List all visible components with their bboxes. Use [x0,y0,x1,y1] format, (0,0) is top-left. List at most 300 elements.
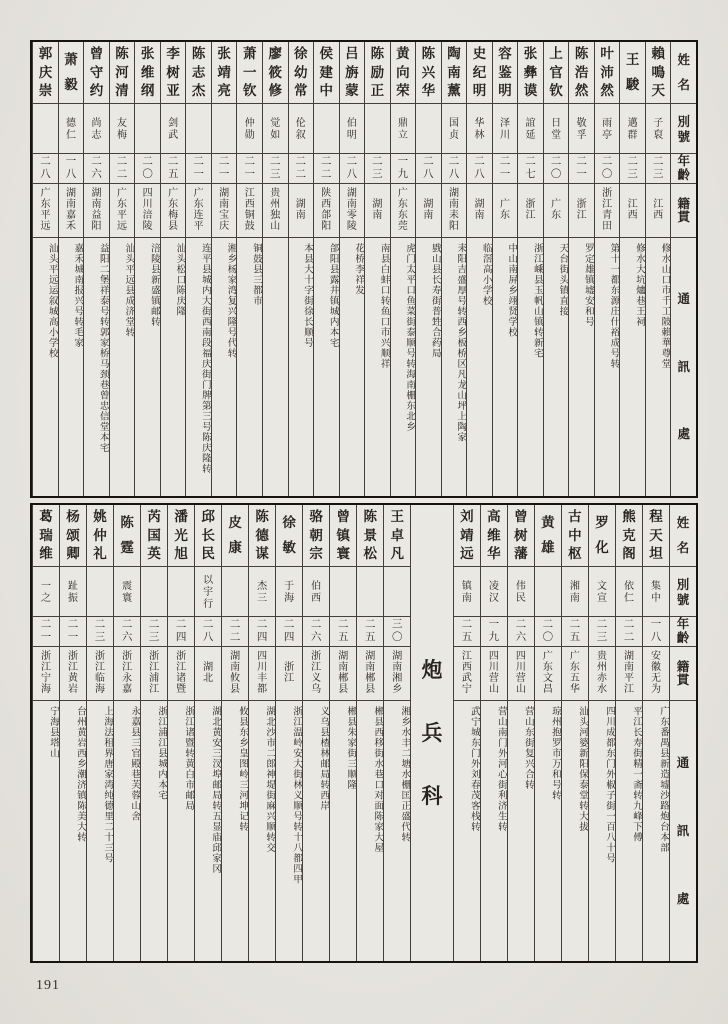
native-place-cell: 湖 南 平 江 [616,647,642,701]
age-cell: 二 四 [168,617,194,647]
address-cell: 中山南屏乡翊贤学校 [506,243,517,338]
native-place-cell: 江 西 铜 鼓 [237,184,262,238]
native-place-cell: 浙 江 诸 暨 [168,647,194,701]
age-cell: 二 四 [249,617,275,647]
name-cell: 叶 沛 然 [595,42,620,104]
person-column [645,42,671,496]
address-cell: 湖北沙市二郎神堤街麻兴顺转交 [264,706,275,853]
name-cell: 曾 守 约 [84,42,109,104]
name-cell: 史 纪 明 [467,42,492,104]
address-cell: 汕头松口陈庆隆 [174,243,185,317]
name-cell: 陈 德 谋 [249,505,275,567]
section-divider-label: 炮 兵 科 [421,657,443,808]
address-cell: 罗定雄镇墟安和号 [582,243,593,327]
alias-cell: 以 宇 行 [195,567,221,617]
native-place-cell: 湖 南 嘉 禾 [59,184,84,238]
alias-cell [416,104,441,154]
name-cell: 葛 瑞 维 [33,505,59,567]
alias-cell [314,104,339,154]
address-cell: 营山南门外河心街利济生转 [495,706,506,832]
native-place-cell: 四 川 丰 都 [249,647,275,701]
age-cell: 一 九 [481,617,507,647]
header-address-label: 通 訊 處 [677,292,690,442]
person-column [390,42,416,496]
alias-cell: 伯 西 [303,567,329,617]
person-column [160,42,186,496]
name-cell: 潘 光 旭 [168,505,194,567]
native-place-cell: 湖 南 零 陵 [340,184,365,238]
person-column [594,42,620,496]
address-cell: 汕头平远县成济堂转 [123,243,134,338]
native-place-cell: 湖 南 [416,184,441,238]
alias-cell: 德 仁 [59,104,84,154]
person-column [453,505,480,961]
header-native-label: 籍 貫 [671,184,696,238]
age-cell: 二 五 [357,617,383,647]
person-column [185,42,211,496]
alias-cell [135,104,160,154]
roster-frame [30,40,698,963]
name-cell: 张 彝 谟 [518,42,543,104]
address-cell: 攸县东乡皇图岭三河坤记转 [237,706,248,832]
person-column [466,42,492,496]
address-cell: 浙江温岭安大街林义顺号转十八都四甲 [291,706,302,885]
address-cell: 临滘高小学校 [480,243,491,306]
native-place-cell: 湖 南 [289,184,314,238]
address-cell: 连平县城内大街西南段福庆街门牌第三号陈庆隆转 [199,243,210,474]
address-cell [263,238,288,496]
age-cell: 二 二 [222,617,248,647]
person-column [480,505,507,961]
alias-cell: 镇 南 [454,567,480,617]
alias-cell: 伦 叙 [289,104,314,154]
person-column [329,505,356,961]
address-cell: 郃阳县露井镇城内本宅 [327,243,338,348]
alias-cell: 趾 振 [60,567,86,617]
alias-cell [535,567,561,617]
name-cell: 陈 河 清 [110,42,135,104]
age-cell: 二 六 [84,154,109,184]
age-cell: 二 八 [340,154,365,184]
name-cell: 曾 树 藩 [508,505,534,567]
age-cell: 二 〇 [535,617,561,647]
alias-cell: 雨 亭 [595,104,620,154]
native-place-cell: 浙 江 青 田 [595,184,620,238]
name-cell: 容 鉴 明 [493,42,518,104]
roster-table-bottom [30,503,698,963]
age-cell: 一 九 [391,154,416,184]
age-cell: 二 八 [442,154,467,184]
person-column [236,42,262,496]
alias-cell: 一 之 [33,567,59,617]
name-cell: 徐 幼 常 [289,42,314,104]
alias-cell: 集 中 [643,567,669,617]
alias-cell [357,567,383,617]
age-cell: 二 一 [569,154,594,184]
person-column [221,505,248,961]
person-column [415,42,441,496]
header-address-label: 通 訊 處 [676,755,690,906]
address-cell: 虎门太平口鱼菜街泰顺号转海南栅东北乡 [404,243,415,432]
person-column [113,505,140,961]
age-cell: 二 四 [276,617,302,647]
native-place-cell: 广 东 连 平 [186,184,211,238]
person-column [211,42,237,496]
person-column [619,42,645,496]
name-cell: 王 卓 凡 [384,505,410,567]
name-cell: 陈 浩 然 [569,42,594,104]
person-column [534,505,561,961]
alias-cell: 文 宣 [589,567,615,617]
address-cell: 花桥李祥发 [353,243,364,296]
alias-cell [186,104,211,154]
age-cell: 二 一 [212,154,237,184]
native-place-cell: 湖 南 [467,184,492,238]
header-name-label: 姓 名 [671,42,696,104]
name-cell: 黄 向 荣 [391,42,416,104]
alias-cell: 于 海 [276,567,302,617]
person-column [86,505,113,961]
person-column [59,505,86,961]
person-column [517,42,543,496]
page-number: 191 [36,978,60,993]
age-cell: 二 三 [141,617,167,647]
address-cell: 耒阳吉盛厚号转西乡板桥区凡龙山坪上陶家 [455,243,466,443]
age-cell: 二 八 [416,154,441,184]
alias-cell: 鼎 立 [391,104,416,154]
name-cell: 杨 颂 卿 [60,505,86,567]
address-cell: 涪陵县新盛镇邮转 [148,243,159,327]
name-cell: 张 靖 亮 [212,42,237,104]
name-cell: 邱 长 民 [195,505,221,567]
alias-cell: 湘 南 [562,567,588,617]
address-cell: 浙江诸暨转黄白市邮局 [183,706,194,811]
person-column [642,505,669,961]
person-column [568,42,594,496]
alias-cell: 震 寰 [114,567,140,617]
age-cell: 二 一 [60,617,86,647]
address-cell: 湘乡杨家湾复兴隆号代转 [225,243,236,359]
name-cell: 李 树 亚 [161,42,186,104]
address-cell: 平江长寿街精一斋转九峰下傅 [630,706,641,843]
person-column [83,42,109,496]
name-cell: 陈 励 正 [365,42,390,104]
person-column [313,42,339,496]
name-cell: 熊 克 阁 [616,505,642,567]
native-place-cell: 广 东 平 远 [110,184,135,238]
person-column [109,42,135,496]
address-cell: 天台街头镇直接 [557,243,568,317]
alias-cell [384,567,410,617]
native-place-cell: 湖 南 郴 县 [357,647,383,701]
age-cell: 二 一 [33,617,59,647]
age-cell: 三 〇 [384,617,410,647]
address-cell: 修水山口市千工陂賴華尊堂 [659,243,670,369]
alias-cell: 尚 志 [84,104,109,154]
native-place-cell: 湖 南 益 阳 [84,184,109,238]
name-cell: 陈 志 杰 [186,42,211,104]
section-divider-artillery [410,505,453,961]
address-cell: 浙江嵊县玉帆山镇转新宅 [531,243,542,359]
address-cell: 湘乡水丰二塘水栅匡正盛代转 [399,706,410,843]
name-cell: 黄 雄 [535,505,561,567]
alias-cell: 仲 勋 [237,104,262,154]
name-cell: 萧 一 钦 [237,42,262,104]
address-cell: 铜鼓县三都市 [250,243,261,306]
alias-cell: 觉 如 [263,104,288,154]
address-cell: 修水大坑爐巷王祠 [633,243,644,327]
header-age-label: 年 齡 [670,617,696,647]
alias-cell: 杰 三 [249,567,275,617]
native-place-cell: 湖 南 攸 县 [222,647,248,701]
native-place-cell: 陕 西 郃 阳 [314,184,339,238]
address-cell: 宁海县塔山 [48,706,59,759]
age-cell: 一 八 [59,154,84,184]
native-place-cell: 贵 州 独 山 [263,184,288,238]
age-cell: 二 六 [508,617,534,647]
person-column [58,42,84,496]
address-cell: 永嘉县三官殿巷芙蓉山舍 [129,706,140,822]
age-cell: 二 一 [493,154,518,184]
name-cell: 程 天 坦 [643,505,669,567]
name-cell: 骆 朝 宗 [303,505,329,567]
age-cell: 二 八 [195,617,221,647]
alias-cell: 国 贞 [442,104,467,154]
header-alias-label: 別 號 [671,104,696,154]
native-place-cell: 广 东 五 华 [562,647,588,701]
native-place-cell: 浙 江 临 海 [87,647,113,701]
age-cell: 二 三 [620,154,645,184]
roster-table-top [30,40,698,498]
native-place-cell: 浙 江 [518,184,543,238]
address-cell: 益阳二堡祥泰号转郭家桥马颈巷曾忠信堂本宅 [97,243,108,453]
person-column [383,505,410,961]
age-cell: 二 五 [454,617,480,647]
native-place-cell: 广 东 文 昌 [535,647,561,701]
native-place-cell: 江 西 [646,184,671,238]
age-cell: 二 五 [562,617,588,647]
age-cell: 二 六 [303,617,329,647]
age-cell: 二 八 [467,154,492,184]
native-place-cell: 浙 江 黄 岩 [60,647,86,701]
person-column [615,505,642,961]
native-place-cell: 湖 南 宝 庆 [212,184,237,238]
name-cell: 徐 敏 [276,505,302,567]
name-cell: 陶 南 薰 [442,42,467,104]
native-place-cell: 广 东 东 莞 [391,184,416,238]
alias-cell: 华 林 [467,104,492,154]
person-column [561,505,588,961]
age-cell: 二 二 [616,617,642,647]
name-cell: 吕 旃 蒙 [340,42,365,104]
age-cell: 二 五 [330,617,356,647]
native-place-cell: 浙 江 [569,184,594,238]
native-place-cell: 江 西 [620,184,645,238]
native-place-cell: 浙 江 [276,647,302,701]
alias-cell: 日 堂 [544,104,569,154]
address-cell: 南县白蚌口转鱼口市兴顺祥 [378,243,389,369]
age-cell: 二 七 [518,154,543,184]
address-cell: 汕头平远运叙城高小学校 [46,243,57,359]
person-column [248,505,275,961]
alias-cell: 凌 汉 [481,567,507,617]
person-column [134,42,160,496]
alias-cell [212,104,237,154]
address-cell: 郴县朱家街三顺隆 [345,706,356,790]
age-cell: 一 八 [643,617,669,647]
alias-cell [330,567,356,617]
address-cell: 四川成都东门外椒子街一百八十号 [603,706,614,864]
address-cell: 上海法租界唐家湾纯德里二十三号 [102,706,113,864]
age-cell: 二 二 [314,154,339,184]
person-column [32,505,59,961]
address-cell: 广东番禺县新造墟沙路炮台本部 [657,706,668,853]
age-cell: 二 三 [589,617,615,647]
native-place-cell: 湖 南 郴 县 [330,647,356,701]
age-cell: 二 一 [186,154,211,184]
age-cell: 二 二 [289,154,314,184]
address-cell: 戥山县长寿街普甡合药局 [429,243,440,359]
name-cell: 郭 庆 崇 [33,42,58,104]
name-cell: 上 官 钦 [544,42,569,104]
person-column [441,42,467,496]
alias-cell: 子 裒 [646,104,671,154]
native-place-cell: 四 川 营 山 [481,647,507,701]
name-cell: 高 维 华 [481,505,507,567]
person-column [262,42,288,496]
native-place-cell: 安 徽 无 为 [643,647,669,701]
age-cell: 二 三 [87,617,113,647]
person-column [275,505,302,961]
header-column [670,42,696,496]
alias-cell: 伯 明 [340,104,365,154]
address-cell: 台州黄岩西乡潮济镇陈美大转 [75,706,86,843]
alias-cell: 友 梅 [110,104,135,154]
person-column [356,505,383,961]
age-cell: 二 三 [365,154,390,184]
native-place-cell: 湖 南 [365,184,390,238]
name-cell: 皮 康 [222,505,248,567]
address-cell: 本县大十字街徐长顺号 [302,243,313,348]
native-place-cell: 江 西 武 宁 [454,647,480,701]
age-cell: 二 二 [110,154,135,184]
person-column [339,42,365,496]
alias-cell [141,567,167,617]
name-cell: 张 维 纲 [135,42,160,104]
native-place-cell: 浙 江 宁 海 [33,647,59,701]
alias-cell [365,104,390,154]
person-column [32,42,58,496]
native-place-cell: 浙 江 永 嘉 [114,647,140,701]
address-cell: 义乌县楂林邮局转西岸 [318,706,329,811]
age-cell: 二 六 [114,617,140,647]
address-cell: 湖北黄安三汊埠邮局转五显庙邱家冈 [210,706,221,874]
alias-cell: 伟 民 [508,567,534,617]
header-name-label: 姓 名 [670,505,696,567]
native-place-cell: 湖 南 耒 阳 [442,184,467,238]
name-cell: 陈 景 松 [357,505,383,567]
name-cell: 陈 霆 [114,505,140,567]
name-cell: 王 駿 [620,42,645,104]
name-cell: 曾 镇 寰 [330,505,356,567]
name-cell: 芮 国 英 [141,505,167,567]
native-place-cell: 浙 江 浦 江 [141,647,167,701]
address-cell: 营山东街复兴合转 [522,706,533,790]
name-cell: 侯 建 中 [314,42,339,104]
person-column [302,505,329,961]
address-cell: 郴县西移街水巷口对面陈家大屋 [372,706,383,853]
person-column [288,42,314,496]
header-column [669,505,696,961]
alias-cell: 邁 群 [620,104,645,154]
alias-cell [87,567,113,617]
native-place-cell: 四 川 涪 陵 [135,184,160,238]
age-cell: 二 一 [237,154,262,184]
person-column [507,505,534,961]
name-cell: 罗 化 [589,505,615,567]
header-native-label: 籍 貫 [670,647,696,701]
person-column [167,505,194,961]
alias-cell: 泽 川 [493,104,518,154]
address-cell: 琼州抱罗市万和号转 [549,706,560,801]
native-place-cell: 浙 江 义 乌 [303,647,329,701]
alias-cell [33,104,58,154]
person-column [543,42,569,496]
person-column [364,42,390,496]
age-cell: 二 三 [646,154,671,184]
alias-cell [168,567,194,617]
address-cell: 嘉禾城南报兴号转毛家 [72,243,83,348]
alias-cell: 剑 武 [161,104,186,154]
alias-cell: 誼 延 [518,104,543,154]
native-place-cell: 广 东 梅 县 [161,184,186,238]
alias-cell: 敬 孚 [569,104,594,154]
person-column [194,505,221,961]
name-cell: 陈 兴 华 [416,42,441,104]
age-cell: 二 八 [33,154,58,184]
address-cell: 浙江浦江县城内本宅 [156,706,167,801]
person-column [588,505,615,961]
header-alias-label: 別 號 [670,567,696,617]
header-age-label: 年 齡 [671,154,696,184]
native-place-cell: 湖 南 湘 乡 [384,647,410,701]
native-place-cell: 湖 北 [195,647,221,701]
age-cell: 二 〇 [595,154,620,184]
age-cell: 二 三 [263,154,288,184]
name-cell: 賴 鳴 天 [646,42,671,104]
name-cell: 古 中 枢 [562,505,588,567]
person-column [492,42,518,496]
age-cell: 二 〇 [544,154,569,184]
native-place-cell: 广 东 [493,184,518,238]
name-cell: 刘 靖 远 [454,505,480,567]
address-cell: 武宁城东门外刘春茂客栈转 [468,706,479,832]
name-cell: 姚 仲 礼 [87,505,113,567]
alias-cell: 依 仁 [616,567,642,617]
age-cell: 二 〇 [135,154,160,184]
alias-cell [222,567,248,617]
native-place-cell: 四 川 营 山 [508,647,534,701]
address-cell: 第十一都东源庄什裕成号转 [608,243,619,369]
native-place-cell: 广 东 [544,184,569,238]
age-cell: 二 五 [161,154,186,184]
native-place-cell: 广 东 平 远 [33,184,58,238]
address-cell: 汕头河婆新阳保泰堂转大拔 [576,706,587,832]
native-place-cell: 贵 州 赤 水 [589,647,615,701]
name-cell: 廖 筱 修 [263,42,288,104]
name-cell: 萧 毅 [59,42,84,104]
person-column [140,505,167,961]
